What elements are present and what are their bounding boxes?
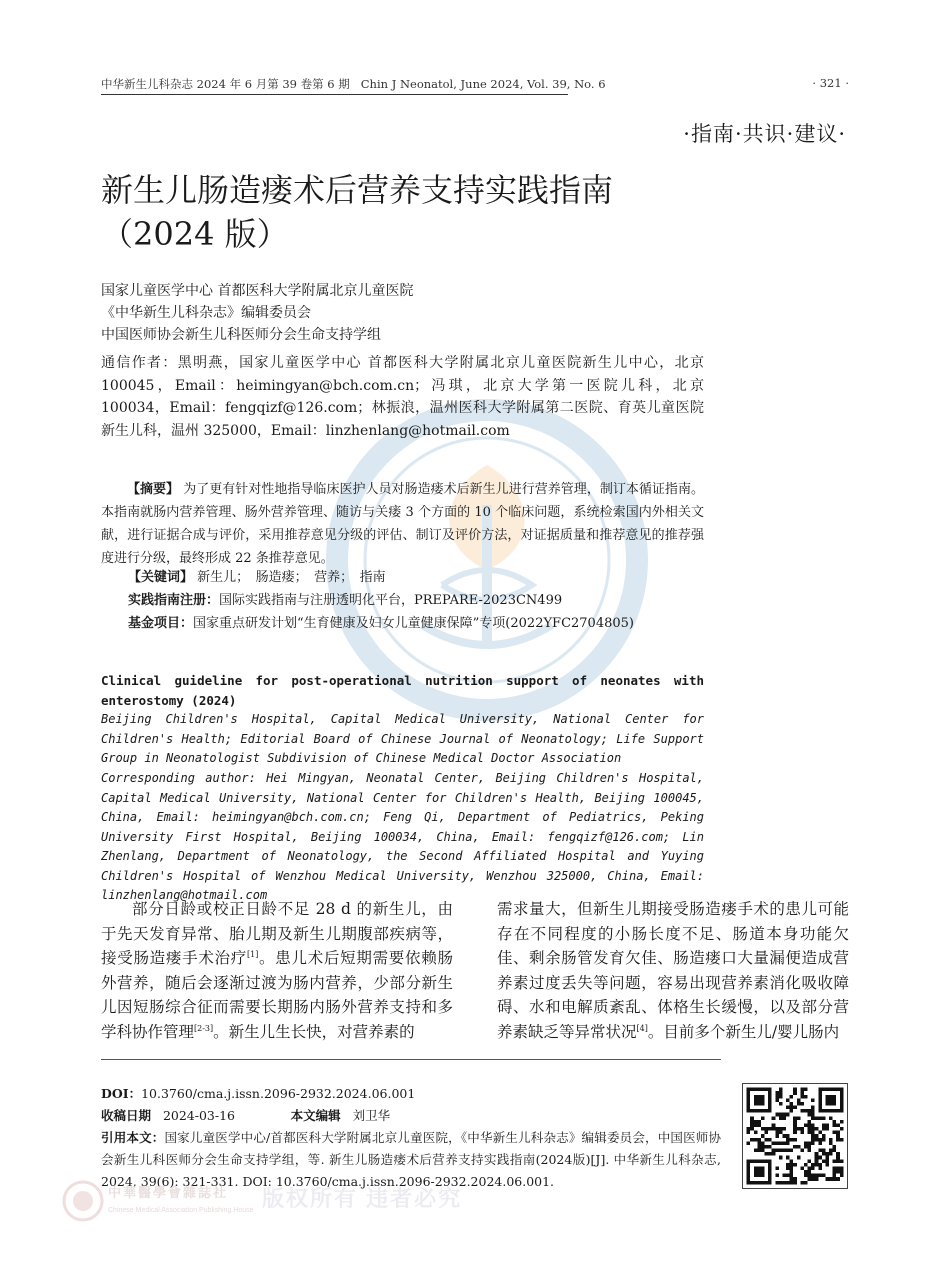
publisher-name: 中華醫學會雜誌社 [108, 1186, 229, 1201]
article-footnotes [101, 1083, 721, 1193]
affiliation-1: 国家儿童医学中心 首都医科大学附属北京儿童医院 [101, 283, 414, 299]
body-text-right-column: 需求量大，但新生儿期接受肠造瘘手术的患儿可能存在不同程度的小肠长度不足、肠道本身功能欠佳、剩余肠管发育欠佳、肠造瘘口大量漏便造成营养素过度丢失等问题，容易出现营养素消化吸收障碍、水和电解质紊乱、体格生长缓慢，以及部分营养素缺乏等异常状况[4]。目前多个新生儿/婴儿肠内 [497, 900, 849, 1041]
title-line-2: （2024 版） [101, 215, 289, 253]
registration-text: 国际实践指南与注册透明化平台，PREPARE-2023CN499 [219, 593, 563, 608]
header-underline [101, 94, 568, 95]
fund-label: 基金项目： [128, 616, 194, 631]
reference-link[interactable]: [1] [246, 950, 259, 960]
received-date: 2024-03-16 [162, 1108, 236, 1123]
footnote-divider [101, 1059, 721, 1060]
reference-link[interactable]: [4] [636, 1023, 648, 1033]
title-line-1: 新生儿肠造瘘术后营养支持实践指南 [101, 171, 614, 209]
registration-row [128, 590, 562, 612]
corresponding-authors: 通信作者：黑明燕，国家儿童医学中心 首都医科大学附属北京儿童医院新生儿中心，北京 100045，Email：heimingyan@bch.com.cn；冯琪，北京大学第一医院儿科，北京 100034，Email：fengqizf@126.com；林振浪，温州医科大学附属第二医院、育英儿童医院新生儿科，温州 325000，Email：linzhenlang@hotmail.com [101, 355, 704, 440]
publisher-name-english: Chinese Medical Association Publishing House [108, 1207, 254, 1214]
doi-link[interactable]: 10.3760/cma.j.issn.2096-2932.2024.06.001 [141, 1086, 416, 1101]
journal-citation: 中华新生儿科杂志 2024 年 6 月第 39 卷第 6 期 Chin J Neonatol, June 2024, Vol. 39, No. 6 [101, 77, 606, 91]
doi-row: DOI：10.3760/cma.j.issn.2096-2932.2024.06.001 [101, 1086, 416, 1101]
reference-link[interactable]: [2-3] [194, 1023, 214, 1033]
fund-text: 国家重点研发计划“生育健康及妇女儿童健康保障”专项(2022YFC2704805) [193, 616, 634, 631]
english-corresponding: Corresponding author: Hei Mingyan, Neonatal Center, Beijing Children's Hospital, Capital Medical University, National Center for Children's Health, Beijing 100045, China, Email: heimingyan@bch.com.cn; Feng Qi, Department of Pediatrics, Peking University First Hospital, Beijing 100034, China, Email: fengqizf@126.com; Lin Zhenlang, Department of Neonatology, the Second Affiliated Hospital and Yuying Children's Hospital of Wenzhou Medical University, Wenzhou 325000, China, Email: linzhenlang@hotmail.com [101, 771, 704, 902]
qr-code[interactable] [742, 1083, 848, 1189]
page-title [101, 168, 801, 256]
fund-row [128, 613, 634, 635]
affiliations [101, 280, 704, 346]
abstract [101, 478, 704, 570]
english-affiliation: Beijing Children's Hospital, Capital Medical University, National Center for Children's Health; Editorial Board of Chinese Journal of Neonatology; Life Support Group in Neonatologist Subdivision of Chinese Medical Doctor Association [101, 712, 704, 765]
english-title: Clinical guideline for post-operational nutrition support of neonates with enterostomy (2024) [101, 673, 704, 708]
running-header [101, 76, 849, 96]
citation: 引用本文：国家儿童医学中心/首都医科大学附属北京儿童医院，《中华新生儿科杂志》编辑委员会，中国医师协会新生儿科医师分会生命支持学组，等. 新生儿肠造瘘术后营养支持实践指南(2024版)[J]. 中华新生儿科杂志, 2024, 39(6): 321-331. DOI: 10.3760/cma.j.issn.2096-2932.2024.06.001. [101, 1130, 721, 1189]
copyright-stamp: 版权所有 违者必究 [262, 1186, 463, 1211]
publisher-logo-icon [62, 1180, 104, 1222]
editor-name: 刘卫华 [352, 1108, 391, 1123]
body-text-left-column: 部分日龄或校正日龄不足 28 d 的新生儿，由于先天发育异常、胎儿期及新生儿期腹部疾病等，接受肠造瘘手术治疗[1]。患儿术后短期需要依赖肠外营养，随后会逐渐过渡为肠内营养，少部分新生儿因短肠综合征而需要长期肠内肠外营养支持和多学科协作管理[2-3]。新生儿生长快，对营养素的 [101, 900, 453, 1041]
dates-row: 收稿日期 2024-03-16 本文编辑 刘卫华 [101, 1108, 391, 1123]
registration-label: 实践指南注册： [128, 593, 220, 608]
abstract-label: 【摘要】 [127, 482, 180, 497]
affiliation-2: 《中华新生儿科杂志》编辑委员会 [101, 305, 311, 321]
section-label: ·指南·共识·建议· [683, 122, 846, 146]
page-number: · 321 · [812, 76, 849, 90]
affiliation-3: 中国医师协会新生儿科医师分会生命支持学组 [101, 327, 381, 343]
abstract-text: 为了更有针对性地指导临床医护人员对肠造瘘术后新生儿进行营养管理，制订本循证指南。本指南就肠内营养管理、肠外营养管理、随访与关瘘 3 个方面的 10 个临床问题，系统检索国内外相关文献，进行证据合成与评价，采用推荐意见分级的评估、制订及评价方法，对证据质量和推荐意见的推荐强度进行分级，最终形成 22 条推荐意见。 [101, 482, 704, 566]
keywords-text: 新生儿； 肠造瘘； 营养； 指南 [197, 570, 386, 585]
keywords-row [128, 567, 386, 589]
keywords-label: 【关键词】 [128, 570, 194, 585]
